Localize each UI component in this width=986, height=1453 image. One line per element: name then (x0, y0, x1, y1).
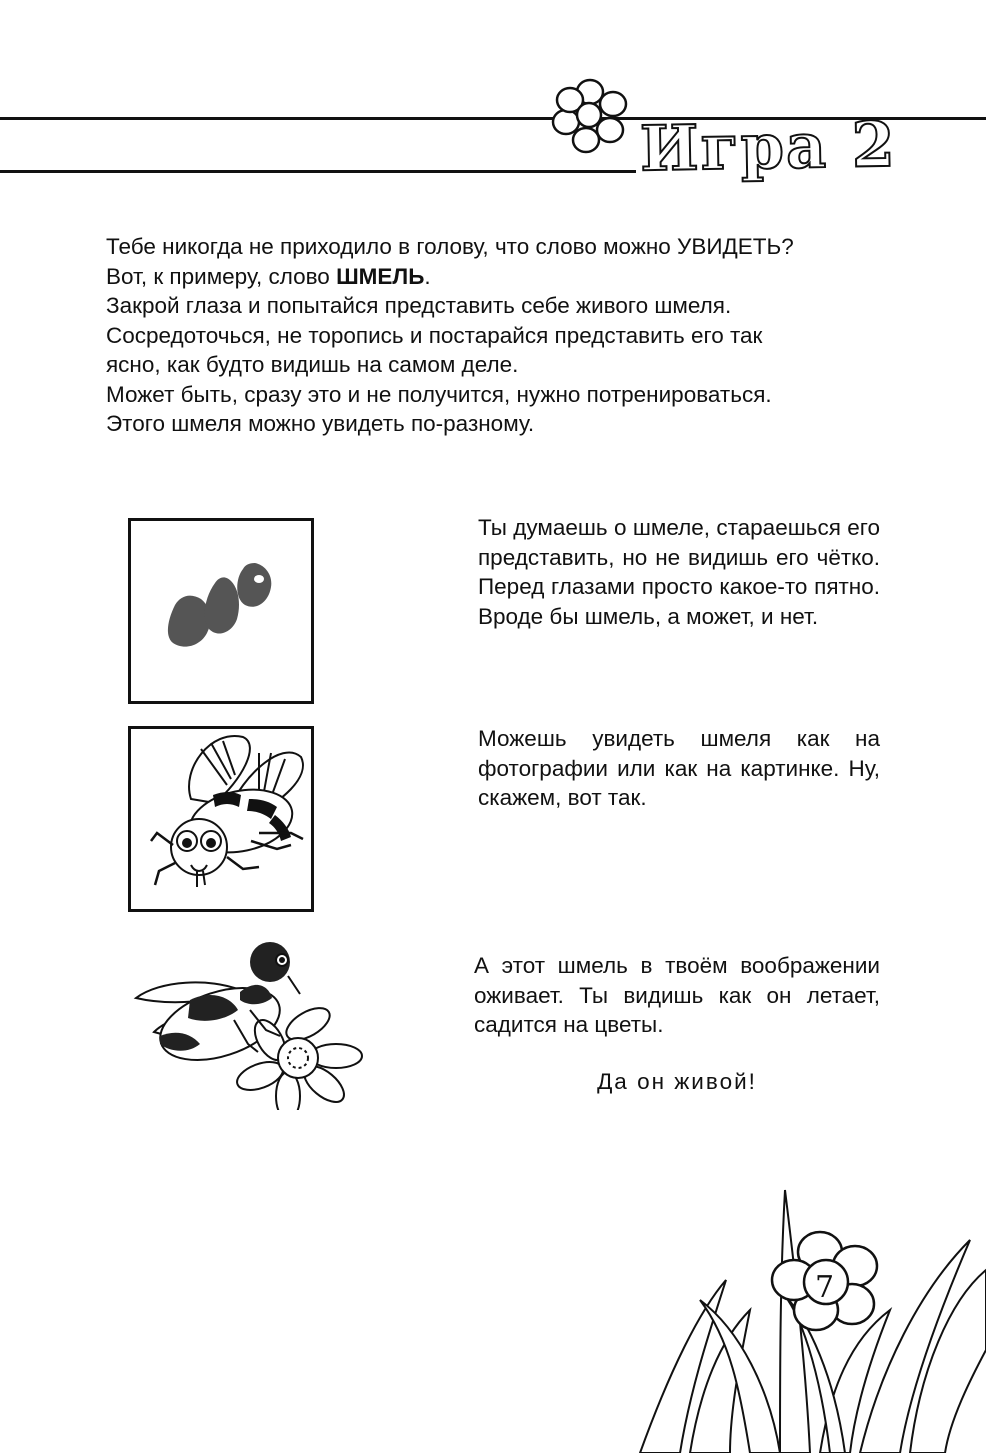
page-title: Игра 2 (639, 107, 898, 186)
header-flower-icon (540, 70, 650, 170)
grass-flower-decoration-icon (630, 1170, 986, 1453)
intro-line: ясно, как будто видишь на самом деле. (106, 352, 519, 377)
intro-line: Этого шмеля можно увидеть по-разному. (106, 411, 535, 436)
bumblebee-on-flower-icon (130, 940, 370, 1110)
page-number: 7 (815, 1270, 835, 1305)
intro-line: Закрой глаза и попытайся представить себе живого шмеля. (106, 293, 732, 318)
intro-line: Сосредоточься, не торопись и постарайся представить его так (106, 322, 763, 348)
closing-exclamation: Да он живой! (597, 1069, 757, 1094)
description-alive: А этот шмель в твоём воображении оживает. Ты видишь как он летает, садится на цветы. (474, 953, 880, 1037)
blurry-bumblebee-frame (128, 518, 314, 704)
description-picture: Можешь увидеть шмеля как на фотографии или как на картинке. Ну, скажем, вот так. (478, 726, 880, 810)
intro-text (106, 232, 896, 439)
cartoon-bumblebee-icon (131, 729, 311, 909)
intro-line: Вот, к примеру, слово ШМЕЛЬ. (106, 263, 431, 289)
highlight-word: ШМЕЛЬ (336, 263, 425, 289)
blurry-bumblebee-icon (131, 521, 311, 701)
description-blurry: Ты думаешь о шмеле, стараешься его представить, но не видишь его чётко. Перед глазами просто какое-то пятно. Вроде бы шмель, а может, и нет. (478, 515, 880, 629)
cartoon-bumblebee-frame (128, 726, 314, 912)
intro-line: Тебе никогда не приходило в голову, что слово можно УВИДЕТЬ? (106, 234, 794, 259)
intro-line: Может быть, сразу это и не получится, нужно потренироваться. (106, 381, 772, 407)
header-rule-bottom (0, 170, 636, 173)
